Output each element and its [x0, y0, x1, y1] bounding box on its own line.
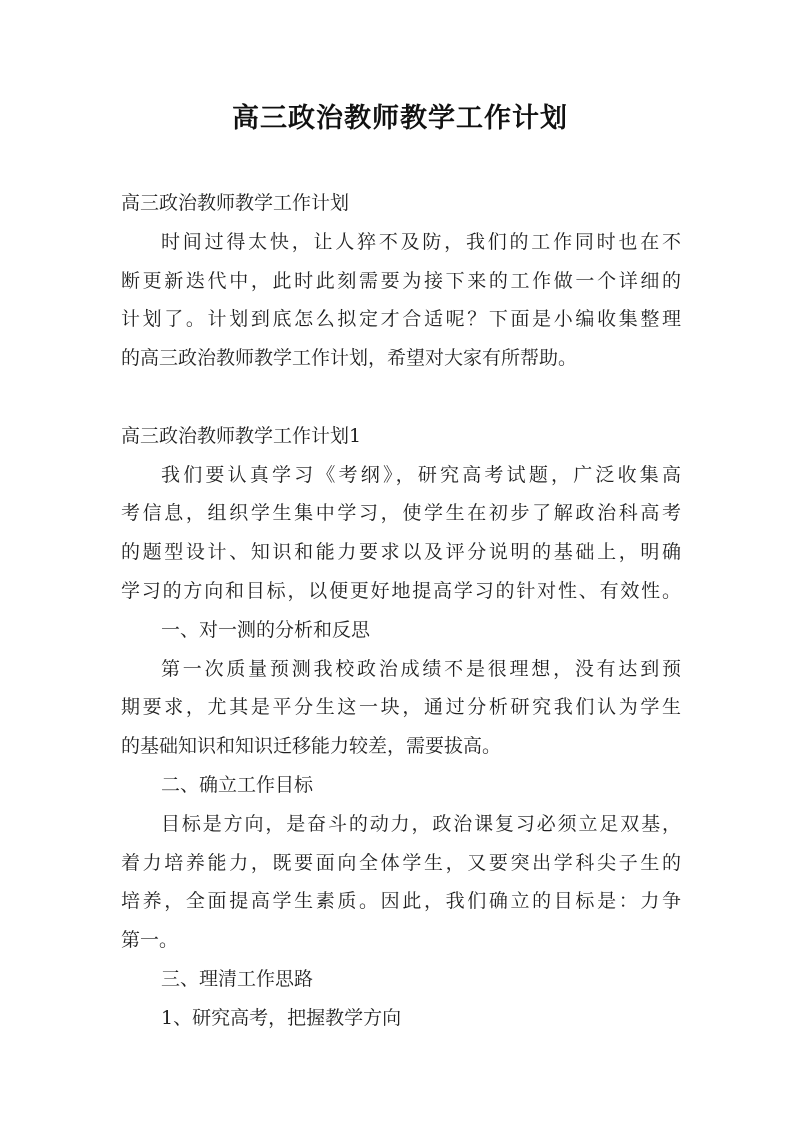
paragraph-line: 计划了。计划到底怎么拟定才合适呢？下面是小编收集整理 — [121, 308, 681, 331]
paragraph-line: 我们要认真学习《考纲》，研究高考试题，广泛收集高 — [161, 463, 681, 486]
subheading-goals: 二、确立工作目标 — [161, 773, 314, 796]
paragraph-line: 考信息，组织学生集中学习，使学生在初步了解政治科高考 — [121, 502, 681, 525]
goals-paragraph — [121, 805, 681, 960]
paragraph-line: 学习的方向和目标，以便更好地提高学习的针对性、有效性。 — [121, 579, 681, 602]
subheading-analysis: 一、对一测的分析和反思 — [161, 618, 371, 641]
paragraph-line: 时间过得太快，让人猝不及防，我们的工作同时也在不 — [161, 230, 681, 253]
paragraph-line: 的题型设计、知识和能力要求以及评分说明的基础上，明确 — [121, 541, 681, 564]
paragraph-line: 第一。 — [121, 929, 179, 952]
paragraph-line: 的高三政治教师教学工作计划，希望对大家有所帮助。 — [121, 347, 578, 370]
paragraph-line: 的基础知识和知识迁移能力较差，需要拔高。 — [121, 735, 502, 758]
document-body — [121, 184, 681, 1038]
document-title: 高三政治教师教学工作计划 — [232, 103, 568, 134]
paragraph-spacer — [121, 378, 681, 417]
section1-paragraph — [121, 456, 681, 611]
paragraph-line: 着力培养能力，既要面向全体学生，又要突出学科尖子生的 — [121, 851, 681, 874]
intro-heading: 高三政治教师教学工作计划 — [121, 192, 350, 214]
paragraph-line: 期要求，尤其是平分生这一块，通过分析研究我们认为学生 — [121, 696, 681, 719]
paragraph-line: 培养，全面提高学生素质。因此，我们确立的目标是：力争 — [121, 890, 681, 913]
list-item: 1、研究高考，把握教学方向 — [161, 1006, 402, 1029]
subheading-approach: 三、理清工作思路 — [161, 967, 314, 990]
paragraph-line: 断更新迭代中，此时此刻需要为接下来的工作做一个详细的 — [121, 269, 681, 292]
analysis-paragraph — [121, 650, 681, 766]
section-heading: 高三政治教师教学工作计划1 — [121, 424, 362, 447]
intro-paragraph — [121, 223, 681, 378]
paragraph-line: 目标是方向，是奋斗的动力，政治课复习必须立足双基， — [161, 812, 681, 835]
paragraph-line: 第一次质量预测我校政治成绩不是很理想，没有达到预 — [161, 657, 681, 680]
